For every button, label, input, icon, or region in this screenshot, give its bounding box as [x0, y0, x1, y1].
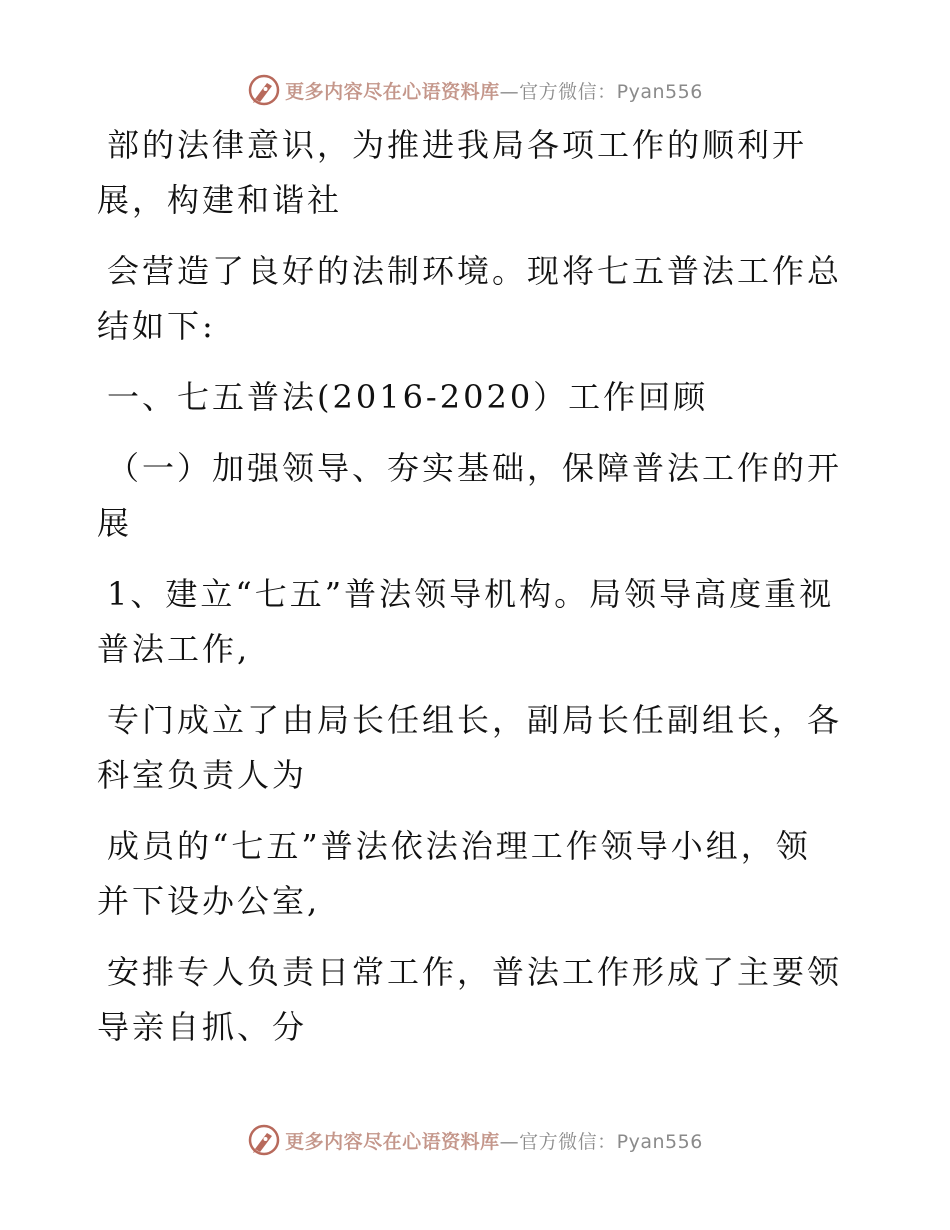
watermark-suffix: —官方微信：Pyan556	[499, 80, 703, 103]
paragraph	[97, 945, 887, 1055]
watermark-suffix: —官方微信：Pyan556	[499, 1130, 703, 1153]
paragraph-line: 普法工作,	[97, 630, 251, 668]
paragraph-line: 成员的“七五”普法依法治理工作领导小组，领	[107, 827, 811, 865]
paragraph	[97, 567, 887, 677]
paragraph-line: 导亲自抓、分	[97, 1008, 308, 1046]
watermark-text	[285, 77, 703, 104]
paragraph-line: （一）加强领导、夯实基础，保障普法工作的开	[107, 449, 843, 487]
paragraph-line: 科室负责人为	[97, 756, 308, 794]
paragraph-line: 一、七五普法(2016-2020）工作回顾	[107, 378, 709, 416]
paragraph-line: 安排专人负责日常工作，普法工作形成了主要领	[107, 953, 843, 991]
pen-nib-logo-icon	[247, 73, 281, 107]
paragraph-line: 部的法律意识，为推进我局各项工作的顺利开	[107, 126, 808, 164]
paragraph	[97, 819, 887, 929]
paragraph-line: 结如下:	[97, 307, 216, 345]
paragraph-line: 会营造了良好的法制环境。现将七五普法工作总	[107, 252, 843, 290]
document-body	[97, 118, 887, 1071]
paragraph-line: 展，构建和谐社	[97, 181, 343, 219]
section-heading	[97, 370, 887, 425]
pen-nib-logo-icon	[247, 1123, 281, 1157]
paragraph	[97, 118, 887, 228]
watermark-text	[285, 1127, 703, 1154]
paragraph-line: 展	[97, 504, 133, 542]
paragraph	[97, 693, 887, 803]
watermark-brand: 更多内容尽在心语资料库	[285, 1130, 500, 1153]
paragraph	[97, 244, 887, 354]
footer-watermark	[0, 1120, 950, 1160]
paragraph-line: 并下设办公室,	[97, 882, 321, 920]
paragraph-line: 1、建立“七五”普法领导机构。局领导高度重视	[107, 575, 835, 613]
subsection-heading	[97, 441, 887, 551]
watermark-brand: 更多内容尽在心语资料库	[285, 80, 500, 103]
header-watermark	[0, 70, 950, 110]
paragraph-line: 专门成立了由局长任组长，副局长任副组长，各	[107, 701, 843, 739]
